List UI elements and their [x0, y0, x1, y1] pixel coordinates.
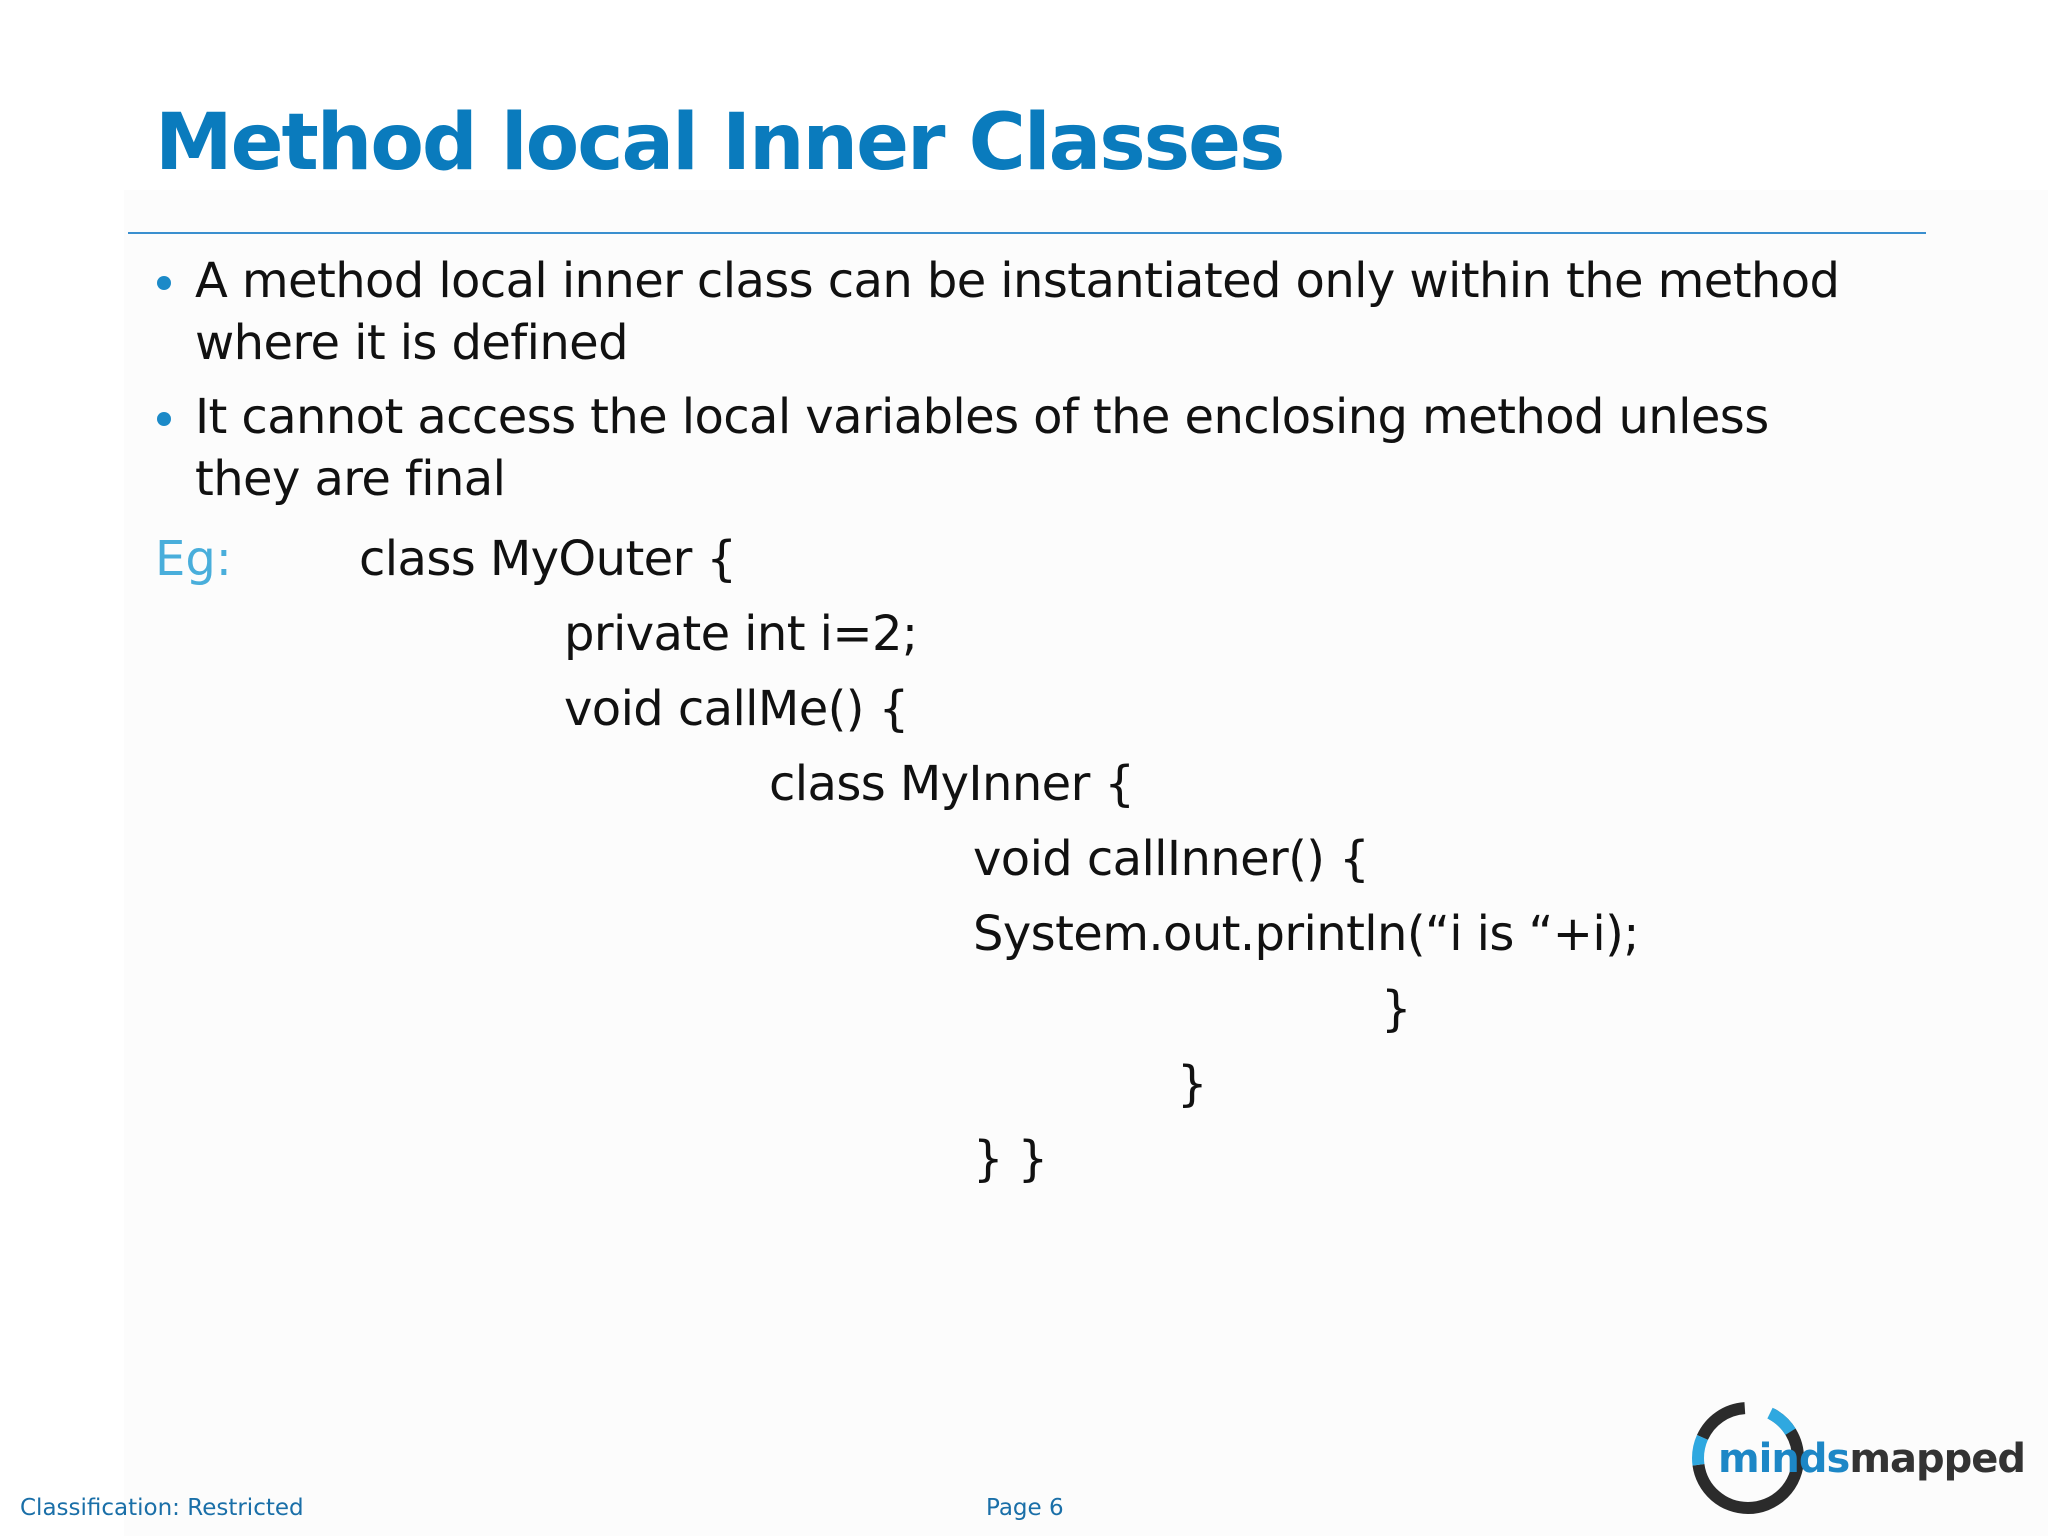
code-line: private int i=2; [564, 606, 918, 662]
code-line: class MyInner { [769, 756, 1135, 812]
code-line: void callMe() { [564, 681, 909, 737]
slide-title: Method local Inner Classes [155, 98, 1284, 188]
bullet-text: It cannot access the local variables of the enclosing method unless they are final [195, 389, 1769, 507]
code-line: System.out.println(“i is “+i); [973, 906, 1639, 962]
bullet-dot-icon [157, 276, 171, 290]
title-divider [128, 232, 1926, 234]
logo-text: mindsmapped [1718, 1436, 2026, 1482]
bullet-text: A method local inner class can be instantiated only within the method where it is defined [195, 253, 1840, 371]
page-number: Page 6 [986, 1495, 1064, 1521]
code-line: } } [973, 1131, 1048, 1187]
code-line: class MyOuter { [359, 531, 737, 587]
code-line: } [1381, 981, 1411, 1037]
code-line: } [1177, 1056, 1207, 1112]
classification-label: Classification: Restricted [20, 1495, 304, 1521]
code-line: void callInner() { [973, 831, 1370, 887]
example-label: Eg: [155, 531, 232, 587]
bullet-item [155, 250, 1875, 374]
bullet-item [155, 386, 1875, 510]
bullet-dot-icon [157, 412, 171, 426]
mindsmapped-logo [1690, 1400, 2030, 1516]
bullet-list [155, 250, 1875, 522]
